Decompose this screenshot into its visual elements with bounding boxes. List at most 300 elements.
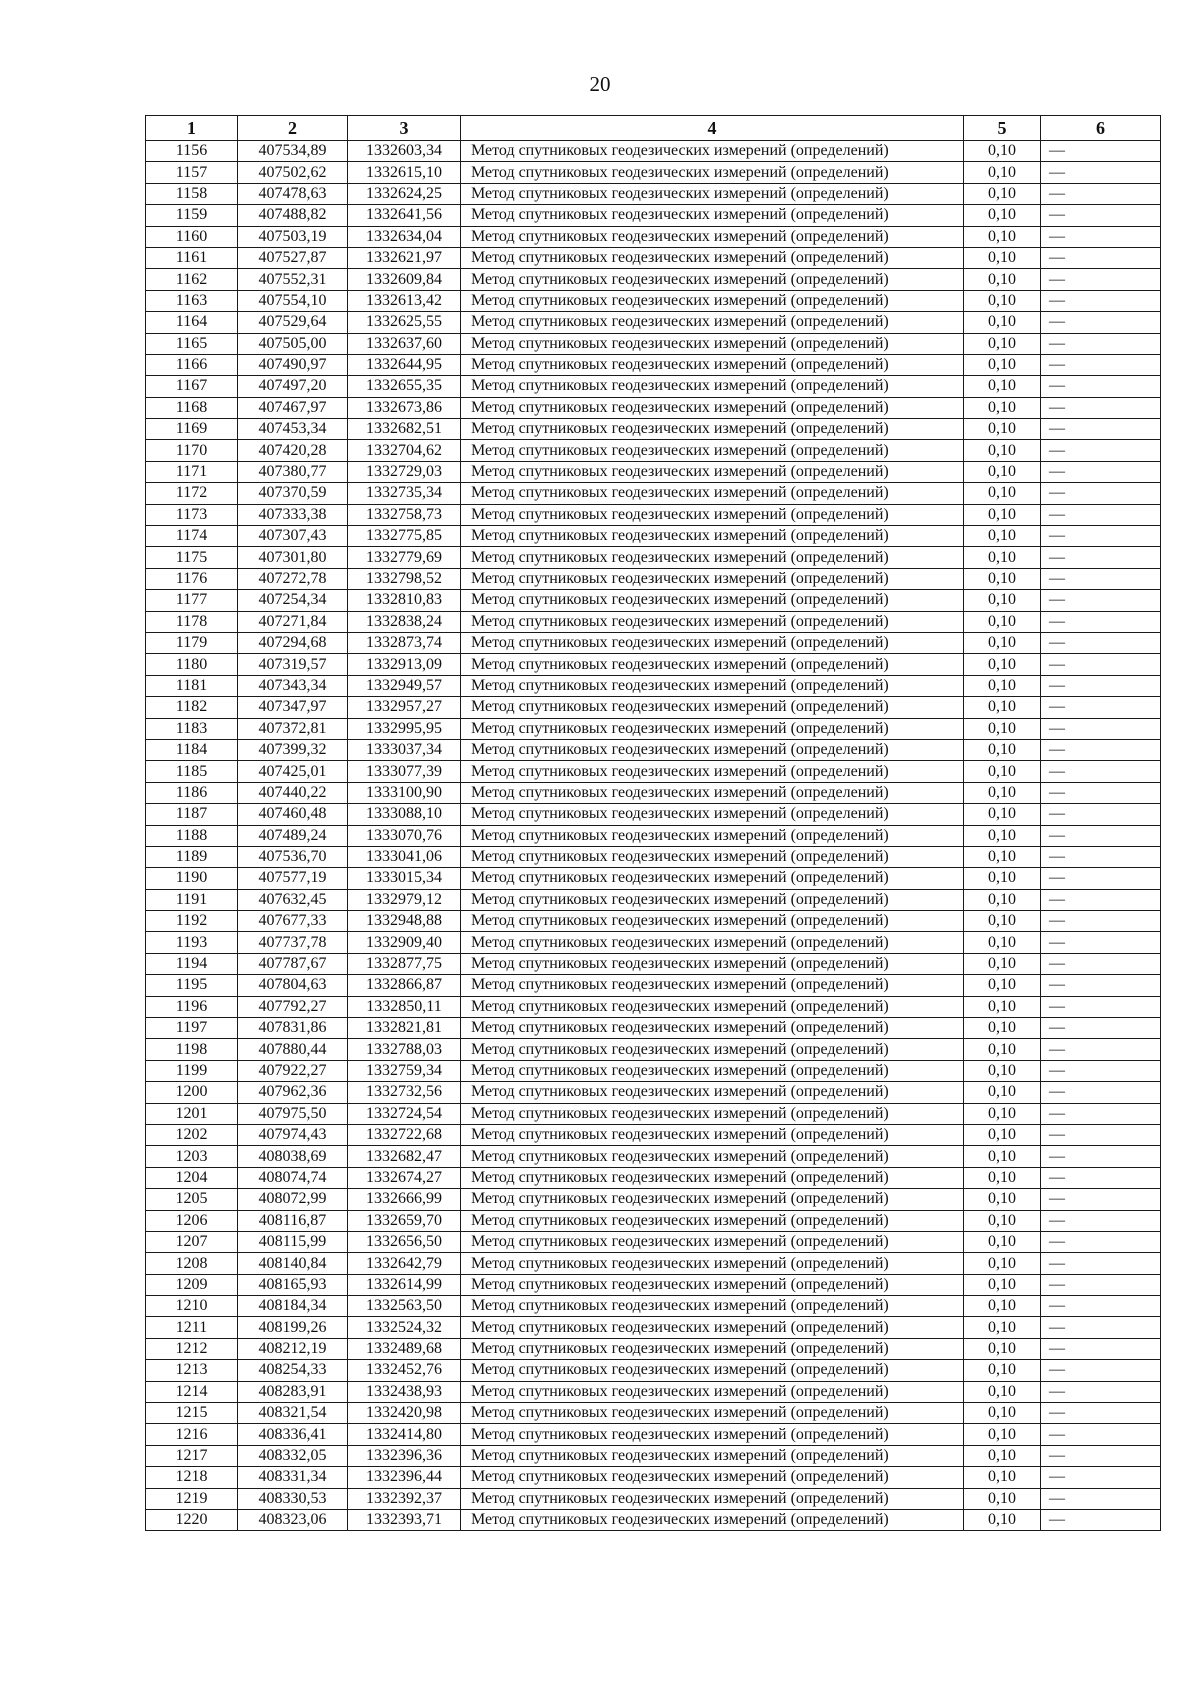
note-cell: — xyxy=(1041,419,1161,440)
method-cell: Метод спутниковых геодезических измерений (определений) xyxy=(461,590,964,611)
method-cell: Метод спутниковых геодезических измерений (определений) xyxy=(461,141,964,162)
point-number-cell: 1164 xyxy=(146,312,238,333)
coord-y-cell: 1332615,10 xyxy=(348,162,461,183)
accuracy-cell: 0,10 xyxy=(964,782,1041,803)
coord-y-cell: 1332673,86 xyxy=(348,397,461,418)
column-header-2: 2 xyxy=(238,116,348,141)
coord-y-cell: 1332621,97 xyxy=(348,247,461,268)
coord-x-cell: 407307,43 xyxy=(238,526,348,547)
note-cell: — xyxy=(1041,162,1161,183)
coord-y-cell: 1332641,56 xyxy=(348,205,461,226)
coord-x-cell: 407420,28 xyxy=(238,440,348,461)
accuracy-cell: 0,10 xyxy=(964,675,1041,696)
table-row xyxy=(146,461,1161,482)
table-header xyxy=(146,116,1161,141)
method-cell: Метод спутниковых геодезических измерений (определений) xyxy=(461,568,964,589)
note-cell: — xyxy=(1041,290,1161,311)
table-row xyxy=(146,697,1161,718)
coord-x-cell: 408140,84 xyxy=(238,1253,348,1274)
coord-y-cell: 1332957,27 xyxy=(348,697,461,718)
coord-x-cell: 407399,32 xyxy=(238,739,348,760)
point-number-cell: 1218 xyxy=(146,1467,238,1488)
coord-x-cell: 408336,41 xyxy=(238,1424,348,1445)
accuracy-cell: 0,10 xyxy=(964,1424,1041,1445)
table-row xyxy=(146,782,1161,803)
table-row xyxy=(146,1146,1161,1167)
table-row xyxy=(146,419,1161,440)
point-number-cell: 1203 xyxy=(146,1146,238,1167)
coord-x-cell: 407534,89 xyxy=(238,141,348,162)
coord-y-cell: 1332979,12 xyxy=(348,889,461,910)
coord-y-cell: 1332674,27 xyxy=(348,1167,461,1188)
coord-x-cell: 407880,44 xyxy=(238,1039,348,1060)
method-cell: Метод спутниковых геодезических измерений (определений) xyxy=(461,376,964,397)
point-number-cell: 1156 xyxy=(146,141,238,162)
method-cell: Метод спутниковых геодезических измерений (определений) xyxy=(461,825,964,846)
coord-x-cell: 408283,91 xyxy=(238,1381,348,1402)
accuracy-cell: 0,10 xyxy=(964,1018,1041,1039)
coord-y-cell: 1332995,95 xyxy=(348,718,461,739)
method-cell: Метод спутниковых геодезических измерений (определений) xyxy=(461,312,964,333)
accuracy-cell: 0,10 xyxy=(964,825,1041,846)
table-row xyxy=(146,162,1161,183)
point-number-cell: 1159 xyxy=(146,205,238,226)
accuracy-cell: 0,10 xyxy=(964,761,1041,782)
coord-x-cell: 407319,57 xyxy=(238,654,348,675)
coord-x-cell: 407554,10 xyxy=(238,290,348,311)
coord-x-cell: 408332,05 xyxy=(238,1445,348,1466)
accuracy-cell: 0,10 xyxy=(964,996,1041,1017)
coord-x-cell: 407527,87 xyxy=(238,247,348,268)
coord-y-cell: 1332909,40 xyxy=(348,932,461,953)
point-number-cell: 1179 xyxy=(146,632,238,653)
coord-x-cell: 408321,54 xyxy=(238,1403,348,1424)
accuracy-cell: 0,10 xyxy=(964,718,1041,739)
table-row xyxy=(146,846,1161,867)
coord-x-cell: 407372,81 xyxy=(238,718,348,739)
method-cell: Метод спутниковых геодезических измерений (определений) xyxy=(461,397,964,418)
accuracy-cell: 0,10 xyxy=(964,440,1041,461)
accuracy-cell: 0,10 xyxy=(964,804,1041,825)
coord-x-cell: 407497,20 xyxy=(238,376,348,397)
accuracy-cell: 0,10 xyxy=(964,269,1041,290)
accuracy-cell: 0,10 xyxy=(964,333,1041,354)
table-row xyxy=(146,547,1161,568)
coord-y-cell: 1332655,35 xyxy=(348,376,461,397)
coord-y-cell: 1332614,99 xyxy=(348,1274,461,1295)
method-cell: Метод спутниковых геодезических измерений (определений) xyxy=(461,911,964,932)
accuracy-cell: 0,10 xyxy=(964,247,1041,268)
coord-x-cell: 407343,34 xyxy=(238,675,348,696)
method-cell: Метод спутниковых геодезических измерений (определений) xyxy=(461,996,964,1017)
note-cell: — xyxy=(1041,1445,1161,1466)
coord-x-cell: 407453,34 xyxy=(238,419,348,440)
point-number-cell: 1181 xyxy=(146,675,238,696)
accuracy-cell: 0,10 xyxy=(964,739,1041,760)
accuracy-cell: 0,10 xyxy=(964,1510,1041,1531)
note-cell: — xyxy=(1041,1317,1161,1338)
accuracy-cell: 0,10 xyxy=(964,953,1041,974)
coord-x-cell: 408115,99 xyxy=(238,1231,348,1252)
point-number-cell: 1198 xyxy=(146,1039,238,1060)
accuracy-cell: 0,10 xyxy=(964,1124,1041,1145)
note-cell: — xyxy=(1041,1189,1161,1210)
note-cell: — xyxy=(1041,932,1161,953)
accuracy-cell: 0,10 xyxy=(964,697,1041,718)
note-cell: — xyxy=(1041,1210,1161,1231)
accuracy-cell: 0,10 xyxy=(964,1488,1041,1509)
accuracy-cell: 0,10 xyxy=(964,1231,1041,1252)
point-number-cell: 1178 xyxy=(146,611,238,632)
coord-y-cell: 1333077,39 xyxy=(348,761,461,782)
point-number-cell: 1214 xyxy=(146,1381,238,1402)
point-number-cell: 1187 xyxy=(146,804,238,825)
coord-y-cell: 1332603,34 xyxy=(348,141,461,162)
note-cell: — xyxy=(1041,376,1161,397)
point-number-cell: 1171 xyxy=(146,461,238,482)
accuracy-cell: 0,10 xyxy=(964,290,1041,311)
accuracy-cell: 0,10 xyxy=(964,1167,1041,1188)
method-cell: Метод спутниковых геодезических измерений (определений) xyxy=(461,1060,964,1081)
coord-x-cell: 407577,19 xyxy=(238,868,348,889)
coord-y-cell: 1332866,87 xyxy=(348,975,461,996)
note-cell: — xyxy=(1041,1124,1161,1145)
method-cell: Метод спутниковых геодезических измерений (определений) xyxy=(461,1274,964,1295)
coord-y-cell: 1332392,37 xyxy=(348,1488,461,1509)
method-cell: Метод спутниковых геодезических измерений (определений) xyxy=(461,1338,964,1359)
method-cell: Метод спутниковых геодезических измерений (определений) xyxy=(461,419,964,440)
note-cell: — xyxy=(1041,354,1161,375)
accuracy-cell: 0,10 xyxy=(964,1146,1041,1167)
table-row xyxy=(146,397,1161,418)
note-cell: — xyxy=(1041,975,1161,996)
coord-y-cell: 1333015,34 xyxy=(348,868,461,889)
coord-y-cell: 1333037,34 xyxy=(348,739,461,760)
note-cell: — xyxy=(1041,483,1161,504)
point-number-cell: 1215 xyxy=(146,1403,238,1424)
coord-y-cell: 1332704,62 xyxy=(348,440,461,461)
method-cell: Метод спутниковых геодезических измерений (определений) xyxy=(461,1082,964,1103)
accuracy-cell: 0,10 xyxy=(964,1274,1041,1295)
note-cell: — xyxy=(1041,632,1161,653)
method-cell: Метод спутниковых геодезических измерений (определений) xyxy=(461,226,964,247)
point-number-cell: 1173 xyxy=(146,504,238,525)
point-number-cell: 1184 xyxy=(146,739,238,760)
coord-x-cell: 407677,33 xyxy=(238,911,348,932)
coord-y-cell: 1332563,50 xyxy=(348,1296,461,1317)
method-cell: Метод спутниковых геодезических измерений (определений) xyxy=(461,1210,964,1231)
point-number-cell: 1208 xyxy=(146,1253,238,1274)
table-row xyxy=(146,1167,1161,1188)
coord-y-cell: 1332913,09 xyxy=(348,654,461,675)
coord-x-cell: 407974,43 xyxy=(238,1124,348,1145)
coord-x-cell: 407478,63 xyxy=(238,183,348,204)
coord-y-cell: 1332758,73 xyxy=(348,504,461,525)
coord-y-cell: 1332729,03 xyxy=(348,461,461,482)
note-cell: — xyxy=(1041,547,1161,568)
note-cell: — xyxy=(1041,739,1161,760)
method-cell: Метод спутниковых геодезических измерений (определений) xyxy=(461,205,964,226)
method-cell: Метод спутниковых геодезических измерений (определений) xyxy=(461,162,964,183)
coord-y-cell: 1332798,52 xyxy=(348,568,461,589)
note-cell: — xyxy=(1041,1167,1161,1188)
point-number-cell: 1170 xyxy=(146,440,238,461)
coord-x-cell: 407792,27 xyxy=(238,996,348,1017)
method-cell: Метод спутниковых геодезических измерений (определений) xyxy=(461,1403,964,1424)
accuracy-cell: 0,10 xyxy=(964,654,1041,675)
accuracy-cell: 0,10 xyxy=(964,226,1041,247)
coord-x-cell: 407632,45 xyxy=(238,889,348,910)
point-number-cell: 1192 xyxy=(146,911,238,932)
coord-x-cell: 407294,68 xyxy=(238,632,348,653)
column-header-3: 3 xyxy=(348,116,461,141)
table-row xyxy=(146,632,1161,653)
accuracy-cell: 0,10 xyxy=(964,1403,1041,1424)
coord-y-cell: 1332838,24 xyxy=(348,611,461,632)
column-header-5: 5 xyxy=(964,116,1041,141)
coord-y-cell: 1332682,51 xyxy=(348,419,461,440)
coord-y-cell: 1332788,03 xyxy=(348,1039,461,1060)
note-cell: — xyxy=(1041,1082,1161,1103)
coord-y-cell: 1332682,47 xyxy=(348,1146,461,1167)
note-cell: — xyxy=(1041,761,1161,782)
header-row xyxy=(146,116,1161,141)
accuracy-cell: 0,10 xyxy=(964,1039,1041,1060)
accuracy-cell: 0,10 xyxy=(964,526,1041,547)
coord-x-cell: 407536,70 xyxy=(238,846,348,867)
point-number-cell: 1169 xyxy=(146,419,238,440)
table-row xyxy=(146,1403,1161,1424)
table-row xyxy=(146,675,1161,696)
method-cell: Метод спутниковых геодезических измерений (определений) xyxy=(461,846,964,867)
coord-y-cell: 1333100,90 xyxy=(348,782,461,803)
method-cell: Метод спутниковых геодезических измерений (определений) xyxy=(461,333,964,354)
note-cell: — xyxy=(1041,1488,1161,1509)
coord-x-cell: 407370,59 xyxy=(238,483,348,504)
note-cell: — xyxy=(1041,1338,1161,1359)
method-cell: Метод спутниковых геодезических измерений (определений) xyxy=(461,290,964,311)
table-row xyxy=(146,1467,1161,1488)
method-cell: Метод спутниковых геодезических измерений (определений) xyxy=(461,1510,964,1531)
accuracy-cell: 0,10 xyxy=(964,141,1041,162)
point-number-cell: 1211 xyxy=(146,1317,238,1338)
table-row xyxy=(146,226,1161,247)
note-cell: — xyxy=(1041,611,1161,632)
table-row xyxy=(146,269,1161,290)
coord-x-cell: 408116,87 xyxy=(238,1210,348,1231)
method-cell: Метод спутниковых геодезических измерений (определений) xyxy=(461,632,964,653)
point-number-cell: 1191 xyxy=(146,889,238,910)
table-row xyxy=(146,1317,1161,1338)
coord-y-cell: 1332489,68 xyxy=(348,1338,461,1359)
method-cell: Метод спутниковых геодезических измерений (определений) xyxy=(461,1360,964,1381)
coord-y-cell: 1332613,42 xyxy=(348,290,461,311)
method-cell: Метод спутниковых геодезических измерений (определений) xyxy=(461,1445,964,1466)
table-row xyxy=(146,183,1161,204)
note-cell: — xyxy=(1041,461,1161,482)
accuracy-cell: 0,10 xyxy=(964,568,1041,589)
table-row xyxy=(146,932,1161,953)
note-cell: — xyxy=(1041,205,1161,226)
accuracy-cell: 0,10 xyxy=(964,205,1041,226)
method-cell: Метод спутниковых геодезических измерений (определений) xyxy=(461,1424,964,1445)
accuracy-cell: 0,10 xyxy=(964,975,1041,996)
note-cell: — xyxy=(1041,1253,1161,1274)
accuracy-cell: 0,10 xyxy=(964,846,1041,867)
coord-x-cell: 407552,31 xyxy=(238,269,348,290)
note-cell: — xyxy=(1041,1403,1161,1424)
accuracy-cell: 0,10 xyxy=(964,312,1041,333)
point-number-cell: 1162 xyxy=(146,269,238,290)
accuracy-cell: 0,10 xyxy=(964,397,1041,418)
coord-x-cell: 407962,36 xyxy=(238,1082,348,1103)
method-cell: Метод спутниковых геодезических измерений (определений) xyxy=(461,1488,964,1509)
coord-x-cell: 407488,82 xyxy=(238,205,348,226)
coord-y-cell: 1332396,36 xyxy=(348,1445,461,1466)
accuracy-cell: 0,10 xyxy=(964,911,1041,932)
point-number-cell: 1194 xyxy=(146,953,238,974)
coord-x-cell: 408199,26 xyxy=(238,1317,348,1338)
coord-y-cell: 1332637,60 xyxy=(348,333,461,354)
point-number-cell: 1201 xyxy=(146,1103,238,1124)
note-cell: — xyxy=(1041,846,1161,867)
table-row xyxy=(146,1510,1161,1531)
note-cell: — xyxy=(1041,996,1161,1017)
method-cell: Метод спутниковых геодезических измерений (определений) xyxy=(461,1231,964,1252)
method-cell: Метод спутниковых геодезических измерений (определений) xyxy=(461,483,964,504)
accuracy-cell: 0,10 xyxy=(964,1189,1041,1210)
method-cell: Метод спутниковых геодезических измерений (определений) xyxy=(461,1124,964,1145)
coord-x-cell: 408074,74 xyxy=(238,1167,348,1188)
coord-x-cell: 407380,77 xyxy=(238,461,348,482)
note-cell: — xyxy=(1041,1510,1161,1531)
point-number-cell: 1182 xyxy=(146,697,238,718)
method-cell: Метод спутниковых геодезических измерений (определений) xyxy=(461,739,964,760)
point-number-cell: 1204 xyxy=(146,1167,238,1188)
point-number-cell: 1193 xyxy=(146,932,238,953)
table-row xyxy=(146,825,1161,846)
coord-x-cell: 408330,53 xyxy=(238,1488,348,1509)
accuracy-cell: 0,10 xyxy=(964,419,1041,440)
table-row xyxy=(146,1381,1161,1402)
coord-y-cell: 1332759,34 xyxy=(348,1060,461,1081)
method-cell: Метод спутниковых геодезических измерений (определений) xyxy=(461,761,964,782)
coord-y-cell: 1332666,99 xyxy=(348,1189,461,1210)
point-number-cell: 1174 xyxy=(146,526,238,547)
coord-y-cell: 1332821,81 xyxy=(348,1018,461,1039)
method-cell: Метод спутниковых геодезических измерений (определений) xyxy=(461,526,964,547)
point-number-cell: 1209 xyxy=(146,1274,238,1295)
column-header-4: 4 xyxy=(461,116,964,141)
table-row xyxy=(146,290,1161,311)
accuracy-cell: 0,10 xyxy=(964,1082,1041,1103)
accuracy-cell: 0,10 xyxy=(964,483,1041,504)
coord-y-cell: 1332609,84 xyxy=(348,269,461,290)
table-row xyxy=(146,1189,1161,1210)
coord-y-cell: 1332644,95 xyxy=(348,354,461,375)
note-cell: — xyxy=(1041,333,1161,354)
method-cell: Метод спутниковых геодезических измерений (определений) xyxy=(461,975,964,996)
table-row xyxy=(146,1124,1161,1145)
coord-y-cell: 1333088,10 xyxy=(348,804,461,825)
point-number-cell: 1220 xyxy=(146,1510,238,1531)
method-cell: Метод спутниковых геодезических измерений (определений) xyxy=(461,697,964,718)
point-number-cell: 1163 xyxy=(146,290,238,311)
method-cell: Метод спутниковых геодезических измерений (определений) xyxy=(461,1103,964,1124)
point-number-cell: 1180 xyxy=(146,654,238,675)
point-number-cell: 1207 xyxy=(146,1231,238,1252)
note-cell: — xyxy=(1041,1039,1161,1060)
note-cell: — xyxy=(1041,868,1161,889)
point-number-cell: 1217 xyxy=(146,1445,238,1466)
coord-x-cell: 407271,84 xyxy=(238,611,348,632)
coord-x-cell: 408038,69 xyxy=(238,1146,348,1167)
coord-y-cell: 1332724,54 xyxy=(348,1103,461,1124)
accuracy-cell: 0,10 xyxy=(964,354,1041,375)
coord-x-cell: 407502,62 xyxy=(238,162,348,183)
point-number-cell: 1213 xyxy=(146,1360,238,1381)
coord-y-cell: 1332438,93 xyxy=(348,1381,461,1402)
table-row xyxy=(146,333,1161,354)
accuracy-cell: 0,10 xyxy=(964,1445,1041,1466)
coord-x-cell: 407787,67 xyxy=(238,953,348,974)
coord-x-cell: 407440,22 xyxy=(238,782,348,803)
method-cell: Метод спутниковых геодезических измерений (определений) xyxy=(461,611,964,632)
point-number-cell: 1165 xyxy=(146,333,238,354)
point-number-cell: 1177 xyxy=(146,590,238,611)
column-header-1: 1 xyxy=(146,116,238,141)
coord-y-cell: 1332396,44 xyxy=(348,1467,461,1488)
method-cell: Метод спутниковых геодезических измерений (определений) xyxy=(461,354,964,375)
coord-y-cell: 1332949,57 xyxy=(348,675,461,696)
method-cell: Метод спутниковых геодезических измерений (определений) xyxy=(461,953,964,974)
method-cell: Метод спутниковых геодезических измерений (определений) xyxy=(461,804,964,825)
point-number-cell: 1185 xyxy=(146,761,238,782)
coord-y-cell: 1332722,68 xyxy=(348,1124,461,1145)
method-cell: Метод спутниковых геодезических измерений (определений) xyxy=(461,1381,964,1402)
note-cell: — xyxy=(1041,526,1161,547)
point-number-cell: 1197 xyxy=(146,1018,238,1039)
table-row xyxy=(146,761,1161,782)
point-number-cell: 1188 xyxy=(146,825,238,846)
coord-y-cell: 1332524,32 xyxy=(348,1317,461,1338)
point-number-cell: 1199 xyxy=(146,1060,238,1081)
coord-y-cell: 1332624,25 xyxy=(348,183,461,204)
accuracy-cell: 0,10 xyxy=(964,611,1041,632)
point-number-cell: 1175 xyxy=(146,547,238,568)
note-cell: — xyxy=(1041,312,1161,333)
coord-x-cell: 407254,34 xyxy=(238,590,348,611)
table-row xyxy=(146,953,1161,974)
point-number-cell: 1190 xyxy=(146,868,238,889)
accuracy-cell: 0,10 xyxy=(964,504,1041,525)
coord-y-cell: 1333041,06 xyxy=(348,846,461,867)
method-cell: Метод спутниковых геодезических измерений (определений) xyxy=(461,1467,964,1488)
table-row xyxy=(146,654,1161,675)
coord-x-cell: 407333,38 xyxy=(238,504,348,525)
table-row xyxy=(146,868,1161,889)
column-header-6: 6 xyxy=(1041,116,1161,141)
coord-x-cell: 407505,00 xyxy=(238,333,348,354)
coord-y-cell: 1332393,71 xyxy=(348,1510,461,1531)
note-cell: — xyxy=(1041,654,1161,675)
note-cell: — xyxy=(1041,183,1161,204)
coord-x-cell: 407831,86 xyxy=(238,1018,348,1039)
method-cell: Метод спутниковых геодезических измерений (определений) xyxy=(461,247,964,268)
coord-y-cell: 1332775,85 xyxy=(348,526,461,547)
point-number-cell: 1161 xyxy=(146,247,238,268)
table-row xyxy=(146,718,1161,739)
